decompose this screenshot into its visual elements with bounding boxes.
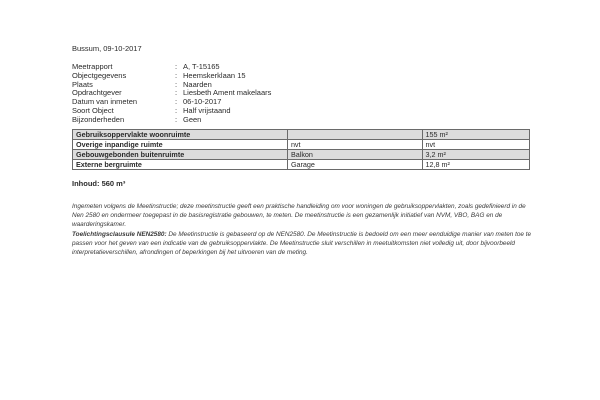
field-value: Liesbeth Ament makelaars	[183, 88, 272, 97]
nen2580-clause-paragraph	[72, 230, 534, 257]
place-date: Bussum, 09-10-2017	[72, 44, 142, 53]
field-row-objectgegevens	[72, 71, 246, 80]
field-separator: :	[175, 97, 178, 106]
field-label: Opdrachtgever	[72, 88, 122, 97]
field-value: 06-10-2017	[183, 97, 222, 106]
table-cell-note: Garage	[287, 160, 422, 170]
table-row	[73, 150, 530, 160]
field-label: Soort Object	[72, 106, 114, 115]
measurement-instruction-paragraph: Ingemeten volgens de Meetinstructie; deze meetinstructie geeft een praktische handleiding om voor woningen de gebruiksoppervlakten, zoals gedefinieerd in de Nen 2580 en ondermeer toegepast in de basisregistratie gebouwen, te meten. De meetinstructie is een gezamenlijk initiatief van NVM, VBO, BAG en de waarderingskamer.	[72, 203, 526, 229]
table-cell-note	[287, 130, 422, 140]
field-label: Bijzonderheden	[72, 115, 125, 124]
field-value: Geen	[183, 115, 202, 124]
table-row	[73, 130, 530, 140]
field-label: Meetrapport	[72, 62, 113, 71]
area-table	[72, 129, 530, 170]
field-separator: :	[175, 80, 178, 89]
field-value: Heemskerklaan 15	[183, 71, 246, 80]
table-cell-value: 155 m²	[422, 130, 529, 140]
table-cell-value: 3,2 m²	[422, 150, 529, 160]
field-row-opdrachtgever	[72, 88, 271, 97]
field-separator: :	[175, 115, 178, 124]
table-row	[73, 160, 530, 170]
field-value: A, T-15165	[183, 62, 220, 71]
volume-total: Inhoud: 560 m³	[72, 179, 126, 188]
clause-body: De Meetinstructie is gebaseerd op de NEN2580. De Meetinstructie is bedoeld om een meer eenduidige manier van meten toe te passen voor het geven van een indicatie van de gebruiksoppervlakte. De Meetinstructie sluit verschillen in meetuitkomsten niet volledig uit, door bijvoorbeeld interpretatieverschillen, afrondingen of beperkingen bij het uitvoeren van de meting.	[72, 231, 532, 257]
field-separator: :	[175, 62, 178, 71]
field-row-meetrapport	[72, 62, 246, 71]
field-label: Plaats	[72, 80, 93, 89]
field-row-datum-van-inmeten	[72, 97, 271, 106]
field-separator: :	[175, 106, 178, 115]
field-separator: :	[175, 71, 178, 80]
field-label: Objectgegevens	[72, 71, 127, 80]
table-cell-label: Overige inpandige ruimte	[73, 140, 288, 150]
clause-heading: Toelichtingsclausule NEN2580:	[72, 231, 167, 239]
table-cell-label: Gebouwgebonden buitenruimte	[73, 150, 288, 160]
field-row-soort-object	[72, 106, 271, 115]
table-cell-note: Balkon	[287, 150, 422, 160]
field-row-bijzonderheden	[72, 115, 271, 124]
table-cell-label: Gebruiksoppervlakte woonruimte	[73, 130, 288, 140]
table-cell-value: 12,8 m²	[422, 160, 529, 170]
table-cell-note: nvt	[287, 140, 422, 150]
field-separator: :	[175, 88, 178, 97]
object-details	[72, 62, 246, 89]
field-label: Datum van inmeten	[72, 97, 138, 106]
table-cell-value: nvt	[422, 140, 529, 150]
table-row	[73, 140, 530, 150]
assignment-details	[72, 88, 271, 124]
table-cell-label: Externe bergruimte	[73, 160, 288, 170]
field-value: Half vrijstaand	[183, 106, 231, 115]
field-value: Naarden	[183, 80, 212, 89]
